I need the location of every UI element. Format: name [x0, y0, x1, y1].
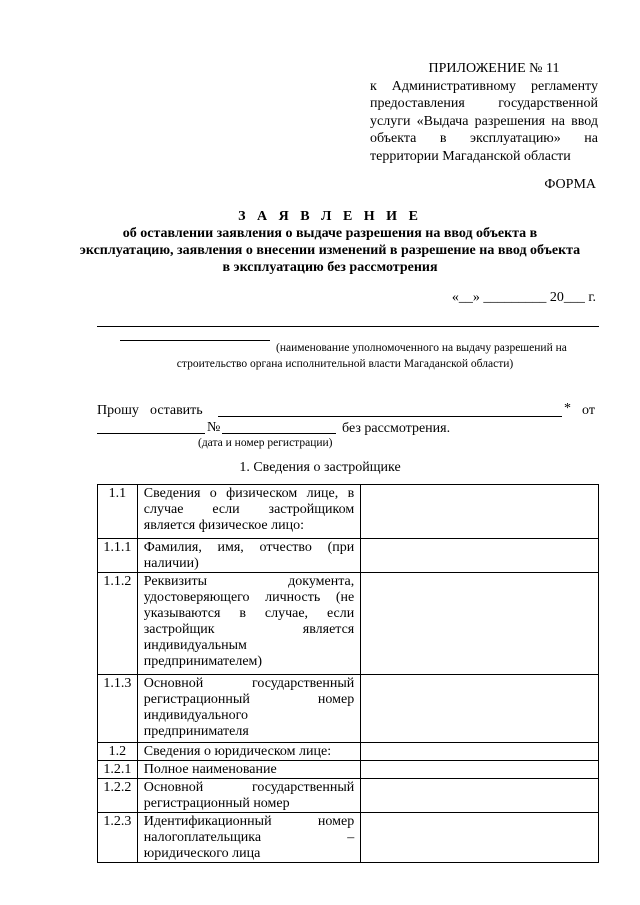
row-label: Основной государственный регистрационный номер индивидуального предпринимателя: [137, 675, 360, 743]
row-label: Сведения о юридическом лице:: [137, 743, 360, 761]
row-number: 1.1.3: [98, 675, 138, 743]
table-row: [98, 573, 599, 675]
application-name-line[interactable]: [218, 416, 562, 417]
appendix-line: предоставления государственной: [370, 96, 598, 111]
row-number: 1.1: [98, 485, 138, 539]
authority-name-line[interactable]: [97, 326, 599, 327]
row-number: 1.2.1: [98, 761, 138, 779]
request-ot: от: [582, 403, 595, 418]
date-field[interactable]: «__» _________ 20___ г.: [451, 290, 596, 305]
row-label: Сведения о физическом лице, в случае если застройщиком является физическое лицо:: [137, 485, 360, 539]
row-number: 1.1.1: [98, 539, 138, 573]
table-row: [98, 743, 599, 761]
row-label: Основной государственный регистрационный номер: [137, 779, 360, 813]
form-label: ФОРМА: [544, 177, 596, 192]
registration-number-line[interactable]: [222, 433, 336, 434]
table-row: [98, 761, 599, 779]
row-value-cell[interactable]: [361, 779, 599, 813]
row-value-cell[interactable]: [361, 743, 599, 761]
row-value-cell[interactable]: [361, 761, 599, 779]
number-sign: №: [207, 420, 221, 435]
document-subtitle-line: в эксплуатацию без рассмотрения: [222, 260, 438, 275]
authority-note: (наименование уполномоченного на выдачу разрешений на: [276, 342, 567, 354]
table-row: [98, 539, 599, 573]
registration-date-line[interactable]: [97, 433, 205, 434]
table-row: [98, 485, 599, 539]
request-ostavit: оставить: [150, 403, 203, 418]
row-value-cell[interactable]: [361, 573, 599, 675]
authority-note: строительство органа исполнительной власти Магаданской области): [176, 358, 514, 370]
request-prosu: Прошу: [97, 403, 139, 418]
appendix-block: [370, 60, 598, 165]
footnote-star: *: [564, 401, 571, 416]
row-value-cell[interactable]: [361, 539, 599, 573]
row-number: 1.2.3: [98, 813, 138, 863]
appendix-line: объекта в эксплуатацию» на: [370, 131, 598, 146]
appendix-line: к Административному регламенту: [370, 78, 598, 94]
row-label: Идентификационный номер налогоплательщика – юридического лица: [137, 813, 360, 863]
row-label: Фамилия, имя, отчество (при наличии): [137, 539, 360, 573]
appendix-title: ПРИЛОЖЕНИЕ № 11: [428, 61, 560, 76]
registration-note: (дата и номер регистрации): [198, 437, 333, 449]
developer-info-table: [97, 484, 599, 863]
table-row: [98, 779, 599, 813]
row-value-cell[interactable]: [361, 813, 599, 863]
authority-name-line-short[interactable]: [120, 340, 270, 341]
row-number: 1.2: [98, 743, 138, 761]
row-value-cell[interactable]: [361, 485, 599, 539]
document-title: З А Я В Л Е Н И Е: [238, 209, 422, 224]
section-title: 1. Сведения о застройщике: [239, 460, 401, 475]
row-label: Реквизиты документа, удостоверяющего личность (не указываются в случае, если застройщик является индивидуальным предпринимателем): [137, 573, 360, 675]
row-value-cell[interactable]: [361, 675, 599, 743]
request-bez: без рассмотрения.: [342, 421, 451, 436]
document-heading: [60, 208, 600, 276]
document-subtitle-line: эксплуатацию, заявления о внесении изменений в разрешение на ввод объекта: [79, 243, 581, 258]
table-row: [98, 675, 599, 743]
row-label: Полное наименование: [137, 761, 360, 779]
appendix-text: [370, 78, 598, 166]
row-number: 1.2.2: [98, 779, 138, 813]
row-number: 1.1.2: [98, 573, 138, 675]
appendix-line: территории Магаданской области: [370, 148, 571, 164]
table-row: [98, 813, 599, 863]
appendix-line: услуги «Выдача разрешения на ввод: [370, 113, 598, 129]
document-subtitle-line: об оставлении заявления о выдаче разрешения на ввод объекта в: [122, 226, 538, 241]
